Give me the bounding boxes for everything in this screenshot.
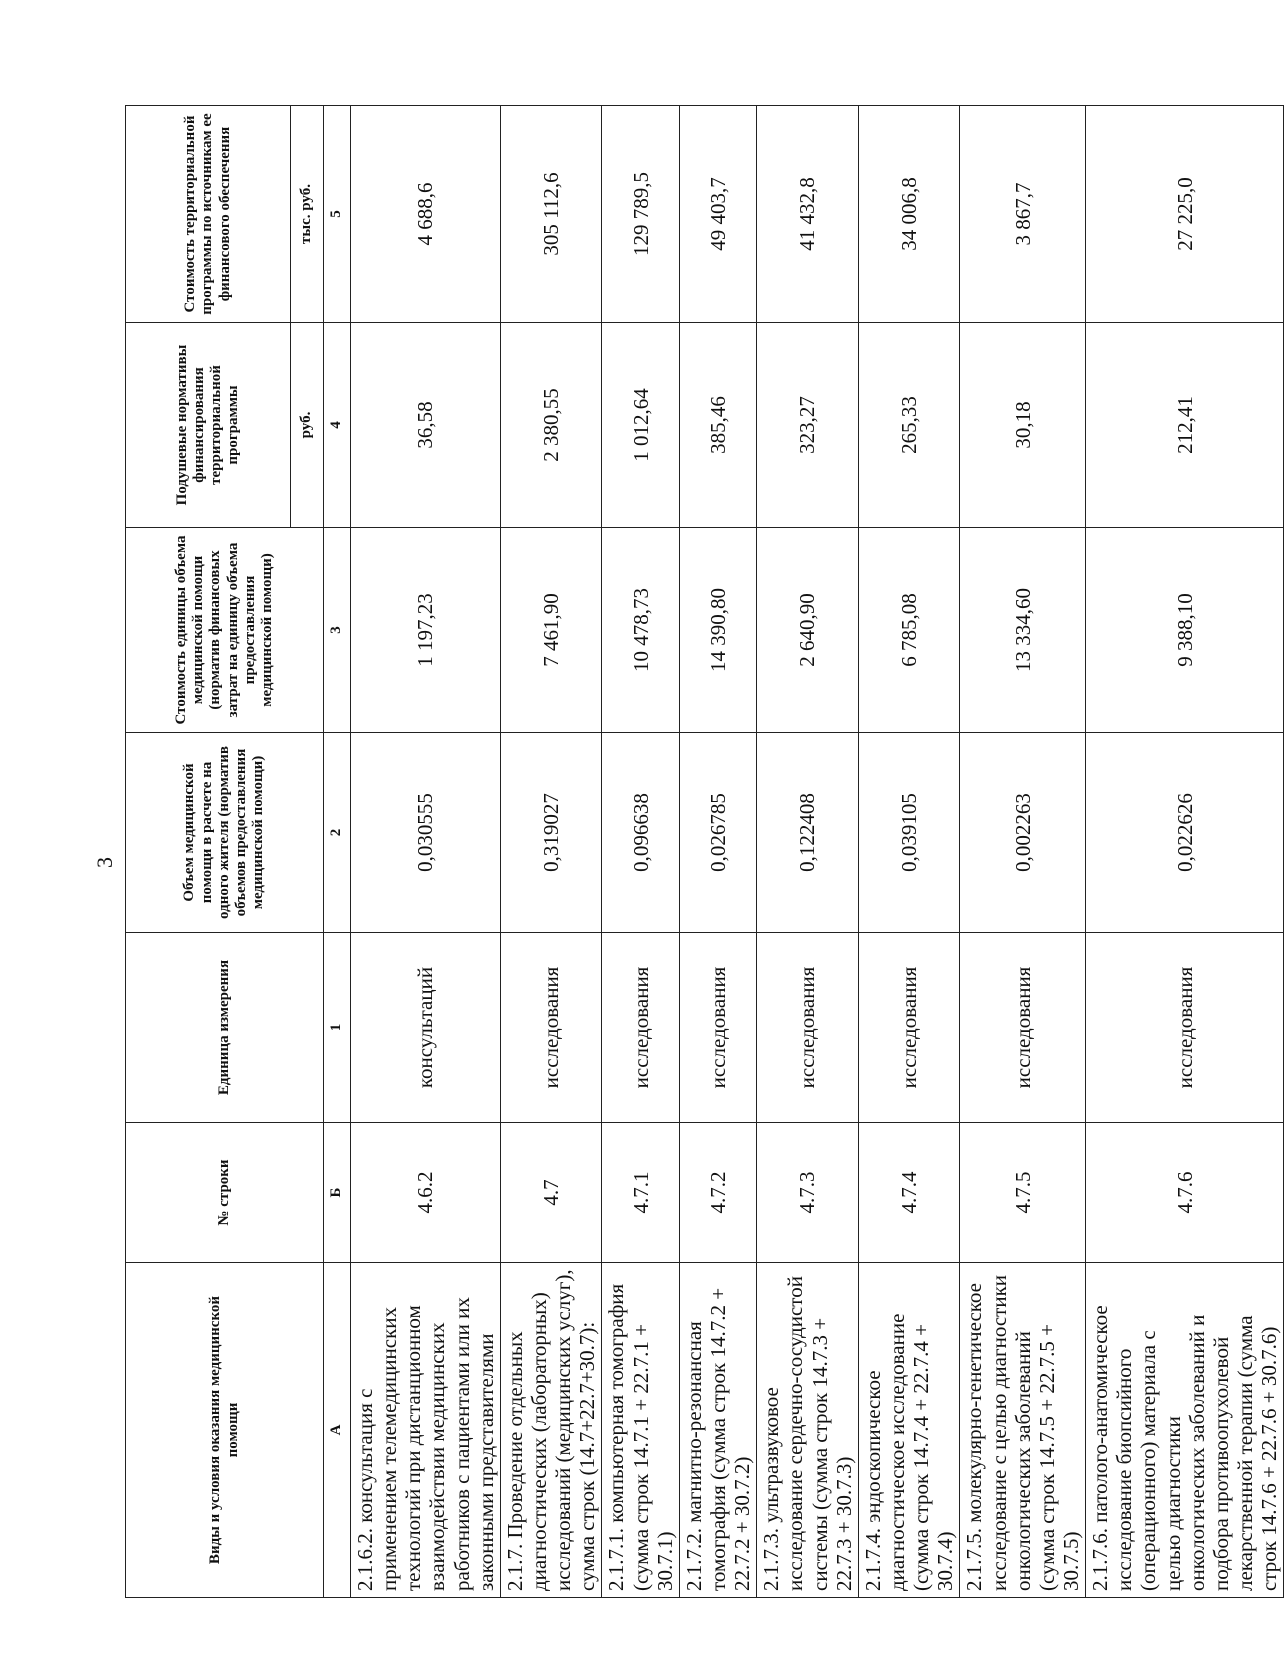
table-row bbox=[679, 106, 756, 1598]
unit-col-4: руб. bbox=[291, 323, 324, 528]
row-per-capita: 2 380,55 bbox=[500, 323, 602, 528]
row-unit: исследования bbox=[500, 933, 602, 1123]
row-volume: 0,096638 bbox=[602, 733, 679, 933]
row-per-capita: 323,27 bbox=[757, 323, 859, 528]
row-per-capita: 36,58 bbox=[351, 323, 501, 528]
row-total: 3 867,7 bbox=[960, 106, 1086, 323]
header-col-2: Объем медицинской помощи в расчете на одного жителя (норматив объемов предоставления медицинской помощи) bbox=[126, 733, 324, 933]
row-total: 129 789,5 bbox=[602, 106, 679, 323]
row-line: 4.6.2 bbox=[351, 1123, 501, 1263]
header-col-3: Стоимость единицы объема медицинской помощи (норматив финансовых затрат на единицу объема предоставления медицинской помощи) bbox=[126, 528, 324, 733]
row-line: 4.7.2 bbox=[679, 1123, 756, 1263]
index-cell: 5 bbox=[324, 106, 351, 323]
row-volume: 0,022626 bbox=[1086, 733, 1284, 933]
unit-col-5: тыс. руб. bbox=[291, 106, 324, 323]
table-row bbox=[960, 106, 1086, 1598]
row-unit: исследования bbox=[679, 933, 756, 1123]
row-volume: 0,030555 bbox=[351, 733, 501, 933]
row-unit: исследования bbox=[960, 933, 1086, 1123]
row-unit: исследования bbox=[602, 933, 679, 1123]
row-unit: исследования bbox=[757, 933, 859, 1123]
row-line: 4.7.3 bbox=[757, 1123, 859, 1263]
row-line: 4.7.5 bbox=[960, 1123, 1086, 1263]
row-per-capita: 385,46 bbox=[679, 323, 756, 528]
header-col-4: Подушевые нормативы финансирования территориальной программы bbox=[126, 323, 291, 528]
row-cost: 6 785,08 bbox=[858, 528, 960, 733]
row-total: 41 432,8 bbox=[757, 106, 859, 323]
row-line: 4.7.1 bbox=[602, 1123, 679, 1263]
row-per-capita: 30,18 bbox=[960, 323, 1086, 528]
index-cell: 2 bbox=[324, 733, 351, 933]
row-cost: 13 334,60 bbox=[960, 528, 1086, 733]
header-col-5: Стоимость территориальной программы по источникам ее финансового обеспечения bbox=[126, 106, 291, 323]
row-cost: 7 461,90 bbox=[500, 528, 602, 733]
header-col-a: Виды и условия оказания медицинской помощи bbox=[126, 1263, 324, 1598]
document-sheet bbox=[125, 106, 1282, 1598]
row-per-capita: 265,33 bbox=[858, 323, 960, 528]
index-cell: Б bbox=[324, 1123, 351, 1263]
index-cell: 1 bbox=[324, 933, 351, 1123]
row-name: 2.1.7.3. ультразвуковое исследование сердечно-сосудистой системы (сумма строк 14.7.3 + 22.7.3 + 30.7.3) bbox=[757, 1263, 859, 1598]
row-line: 4.7.6 bbox=[1086, 1123, 1284, 1263]
index-cell: А bbox=[324, 1263, 351, 1598]
row-total: 34 006,8 bbox=[858, 106, 960, 323]
row-volume: 0,002263 bbox=[960, 733, 1086, 933]
row-per-capita: 1 012,64 bbox=[602, 323, 679, 528]
row-total: 27 225,0 bbox=[1086, 106, 1284, 323]
row-cost: 2 640,90 bbox=[757, 528, 859, 733]
page-number: 3 bbox=[92, 857, 117, 868]
table-row bbox=[1086, 106, 1284, 1598]
data-table bbox=[125, 105, 1284, 1598]
row-unit: исследования bbox=[1086, 933, 1284, 1123]
header-col-1: Единица измерения bbox=[126, 933, 324, 1123]
row-name: 2.1.6.2. консультация с применением телемедицинских технологий при дистанционном взаимодействии медицинских работников с пациентами или их законными представителями bbox=[351, 1263, 501, 1598]
row-volume: 0,026785 bbox=[679, 733, 756, 933]
row-cost: 10 478,73 bbox=[602, 528, 679, 733]
index-cell: 3 bbox=[324, 528, 351, 733]
row-per-capita: 212,41 bbox=[1086, 323, 1284, 528]
row-total: 305 112,6 bbox=[500, 106, 602, 323]
header-col-b: № строки bbox=[126, 1123, 324, 1263]
table-row bbox=[351, 106, 501, 1598]
row-cost: 14 390,80 bbox=[679, 528, 756, 733]
row-name: 2.1.7.4. эндоскопическое диагностическое исследование (сумма строк 14.7.4 + 22.7.4 + 30.7.4) bbox=[858, 1263, 960, 1598]
table-row bbox=[500, 106, 602, 1598]
row-total: 49 403,7 bbox=[679, 106, 756, 323]
row-volume: 0,039105 bbox=[858, 733, 960, 933]
row-name: 2.1.7.5. молекулярно-генетическое исследование с целью диагностики онкологических заболеваний (сумма строк 14.7.5 + 22.7.5 + 30.7.5) bbox=[960, 1263, 1086, 1598]
row-name: 2.1.7.1. компьютерная томография (сумма строк 14.7.1 + 22.7.1 + 30.7.1) bbox=[602, 1263, 679, 1598]
row-cost: 1 197,23 bbox=[351, 528, 501, 733]
table-row bbox=[602, 106, 679, 1598]
row-name: 2.1.7.2. магнитно-резонансная томография (сумма строк 14.7.2 + 22.7.2 + 30.7.2) bbox=[679, 1263, 756, 1598]
row-unit: исследования bbox=[858, 933, 960, 1123]
row-cost: 9 388,10 bbox=[1086, 528, 1284, 733]
row-line: 4.7 bbox=[500, 1123, 602, 1263]
index-cell: 4 bbox=[324, 323, 351, 528]
row-unit: консультаций bbox=[351, 933, 501, 1123]
row-total: 4 688,6 bbox=[351, 106, 501, 323]
row-volume: 0,122408 bbox=[757, 733, 859, 933]
row-volume: 0,319027 bbox=[500, 733, 602, 933]
table-row bbox=[757, 106, 859, 1598]
row-name: 2.1.7. Проведение отдельных диагностических (лабораторных) исследований (медицинских услуг), сумма строк (14.7+22.7+30.7): bbox=[500, 1263, 602, 1598]
row-line: 4.7.4 bbox=[858, 1123, 960, 1263]
table-row bbox=[858, 106, 960, 1598]
row-name: 2.1.7.6. патолого-анатомическое исследование биопсийного (операционного) материала с целью диагностики онкологических заболеваний и подбора противоопухолевой лекарственной терапии (сумма строк 14.7.6 + 22.7.6 + 30.7.6) bbox=[1086, 1263, 1284, 1598]
